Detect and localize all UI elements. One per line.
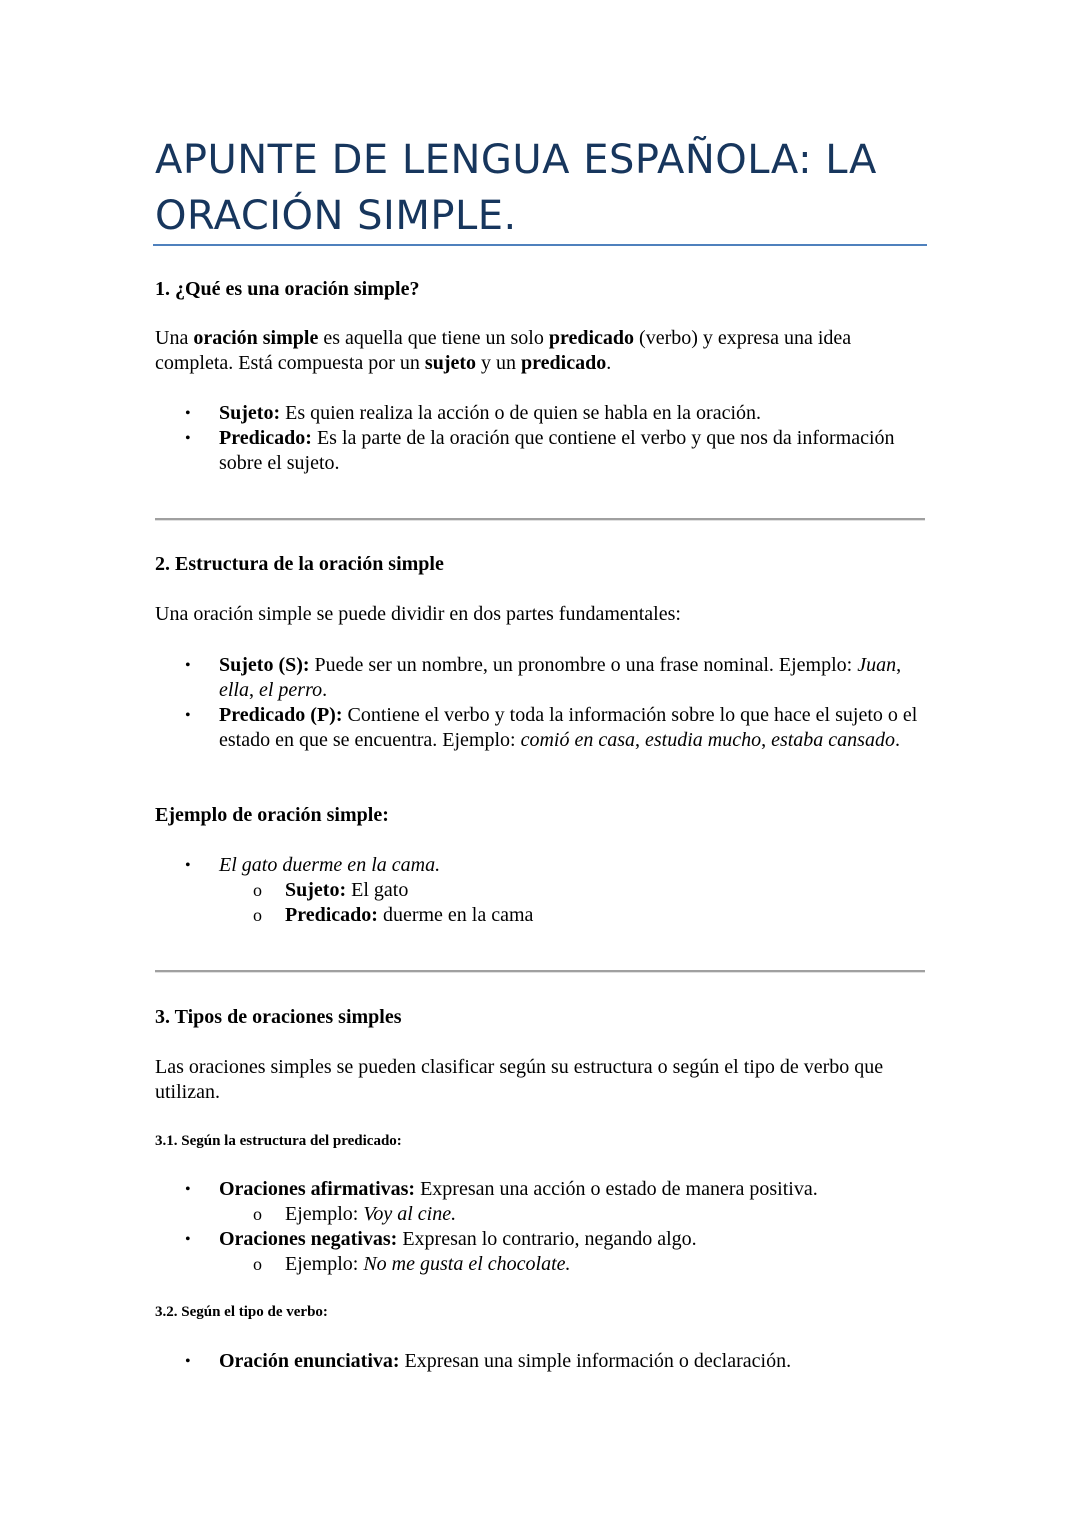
bullet-icon: • bbox=[185, 857, 191, 874]
subsection-3-2-list bbox=[155, 1349, 925, 1374]
bullet-icon: • bbox=[185, 1353, 191, 1370]
list-item-predicado: • Predicado (P): Contiene el verbo y toda la información sobre lo que hace el sujeto o el estado en que se encuentra. Ejemplo: comió en casa, estudia mucho, estaba cansado. bbox=[185, 704, 918, 751]
sublist-item: o Sujeto: El gato bbox=[253, 879, 409, 901]
list-item-sujeto: • Sujeto (S): Puede ser un nombre, un pronombre o una frase nominal. Ejemplo: Juan, ella, el perro. bbox=[185, 654, 902, 701]
circle-bullet-icon: o bbox=[253, 1254, 262, 1274]
section-1-intro: Una oración simple es aquella que tiene un solo predicado (verbo) y expresa una idea completa. Está compuesta por un sujeto y un predicado. bbox=[155, 327, 852, 374]
title-underline bbox=[153, 244, 927, 246]
bullet-icon: • bbox=[185, 657, 191, 674]
list-item-enunciativa: • Oración enunciativa: Expresan una simple información o declaración. bbox=[185, 1350, 792, 1372]
section-3-intro: Las oraciones simples se pueden clasificar según su estructura o según el tipo de verbo que utilizan. bbox=[155, 1056, 884, 1103]
list-item: • Predicado: Es la parte de la oración que contiene el verbo y que nos da información sobre el sujeto. bbox=[185, 427, 895, 474]
section-2-list bbox=[155, 653, 925, 753]
list-item-example: • El gato duerme en la cama. o Sujeto: El gato o Predicado: duerme en la cama bbox=[155, 853, 925, 928]
section-1-list bbox=[155, 401, 925, 476]
subsection-3-1-list bbox=[155, 1177, 925, 1277]
section-1-heading: 1. ¿Qué es una oración simple? bbox=[155, 278, 420, 300]
negativas-sublist bbox=[219, 1252, 925, 1277]
bullet-icon: • bbox=[185, 430, 191, 447]
sublist-item: o Ejemplo: No me gusta el chocolate. bbox=[253, 1253, 571, 1275]
circle-bullet-icon: o bbox=[253, 1204, 262, 1224]
bullet-icon: • bbox=[185, 405, 191, 422]
bullet-icon: • bbox=[185, 1181, 191, 1198]
section-2-heading: 2. Estructura de la oración simple bbox=[155, 553, 444, 575]
sublist-item: o Predicado: duerme en la cama bbox=[253, 904, 534, 926]
section-2-intro: Una oración simple se puede dividir en dos partes fundamentales: bbox=[155, 603, 681, 625]
document-title: APUNTE DE LENGUA ESPAÑOLA: LA ORACIÓN SIMPLE. bbox=[155, 137, 877, 239]
example-list bbox=[155, 853, 925, 928]
section-3-heading: 3. Tipos de oraciones simples bbox=[155, 1006, 402, 1028]
example-sublist bbox=[219, 878, 925, 928]
circle-bullet-icon: o bbox=[253, 905, 262, 925]
example-heading: Ejemplo de oración simple: bbox=[155, 804, 389, 826]
section-divider bbox=[155, 970, 925, 973]
list-item-negativas: • Oraciones negativas: Expresan lo contrario, negando algo. o Ejemplo: No me gusta el chocolate. bbox=[155, 1227, 925, 1277]
afirmativas-sublist bbox=[219, 1202, 925, 1227]
list-item-afirmativas: • Oraciones afirmativas: Expresan una acción o estado de manera positiva. o Ejemplo: Voy al cine. bbox=[155, 1177, 925, 1227]
list-item: • Sujeto: Es quien realiza la acción o de quien se habla en la oración. bbox=[185, 402, 762, 424]
bullet-icon: • bbox=[185, 1231, 191, 1248]
bullet-icon: • bbox=[185, 707, 191, 724]
sublist-item: o Ejemplo: Voy al cine. bbox=[253, 1203, 457, 1225]
subsection-3-2-heading: 3.2. Según el tipo de verbo: bbox=[155, 1304, 328, 1320]
circle-bullet-icon: o bbox=[253, 880, 262, 900]
section-divider bbox=[155, 518, 925, 521]
subsection-3-1-heading: 3.1. Según la estructura del predicado: bbox=[155, 1133, 402, 1149]
